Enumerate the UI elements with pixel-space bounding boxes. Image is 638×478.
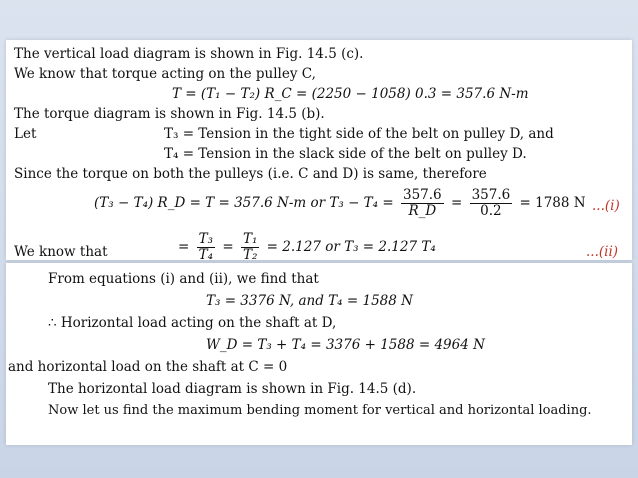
eq1-rhs: = 1788 N — [519, 195, 586, 211]
bottom-text-panel — [6, 263, 632, 445]
equation-torque: T = (T₁ − T₂) R_C = (2250 − 1058) 0.3 = 357.6 N-m — [172, 86, 529, 102]
line-horizontal-load-c: and horizontal load on the shaft at C = 0 — [8, 359, 288, 375]
equation-tensions: T₃ = 3376 N, and T₄ = 1588 N — [206, 293, 413, 309]
eq2-reference: ...(ii) — [586, 244, 619, 260]
line-torque-diagram: The torque diagram is shown in Fig. 14.5 (b). — [14, 106, 325, 122]
eq2-num1: T₃ — [198, 231, 214, 247]
eq1-lhs: (T₃ − T₄) R_D = T = 357.6 N-m or T₃ − T₄ = — [94, 195, 394, 211]
line-max-bending: Now let us find the maximum bending moment for vertical and horizontal loading. — [48, 403, 592, 418]
line-horizontal-diagram: The horizontal load diagram is shown in Fig. 14.5 (d). — [48, 381, 417, 397]
eq1-den1: R_D — [408, 203, 437, 219]
eq2-den1: T₄ — [198, 247, 214, 263]
label-let: Let — [14, 126, 37, 142]
eq2-rhs: = 2.127 or T₃ = 2.127 T₄ — [266, 239, 436, 255]
eq1-fraction-1 — [401, 188, 444, 219]
equation-1 — [94, 188, 586, 222]
definition-t4: T₄ = Tension in the slack side of the belt on pulley D. — [164, 146, 527, 162]
line-same-torque: Since the torque on both the pulleys (i.e. C and D) is same, therefore — [14, 166, 487, 182]
eq2-mid: = — [222, 239, 234, 255]
eq2-den2: T₂ — [242, 247, 258, 263]
line-vertical-load: The vertical load diagram is shown in Fig. 14.5 (c). — [14, 46, 364, 62]
line-torque-intro: We know that torque acting on the pulley C, — [14, 66, 316, 82]
line-horizontal-load-d: ∴ Horizontal load acting on the shaft at D, — [48, 315, 337, 331]
label-we-know: We know that — [14, 244, 108, 260]
definition-t3: T₃ = Tension in the tight side of the belt on pulley D, and — [164, 126, 554, 142]
line-from-equations: From equations (i) and (ii), we find that — [48, 271, 319, 287]
eq1-num2: 357.6 — [471, 187, 511, 203]
eq2-equals: = — [178, 239, 190, 255]
equation-wd: W_D = T₃ + T₄ = 3376 + 1588 = 4964 N — [206, 337, 485, 353]
eq1-reference: ...(i) — [592, 198, 620, 214]
equation-2 — [178, 232, 436, 266]
eq2-fraction-2 — [241, 232, 259, 263]
eq1-fraction-2 — [470, 188, 513, 219]
eq1-num1: 357.6 — [403, 187, 442, 203]
eq1-equals: = — [450, 195, 463, 211]
eq2-num2: T₁ — [242, 231, 258, 247]
eq2-fraction-1 — [197, 232, 215, 263]
top-text-panel — [6, 40, 632, 263]
eq1-den2: 0.2 — [480, 203, 502, 219]
